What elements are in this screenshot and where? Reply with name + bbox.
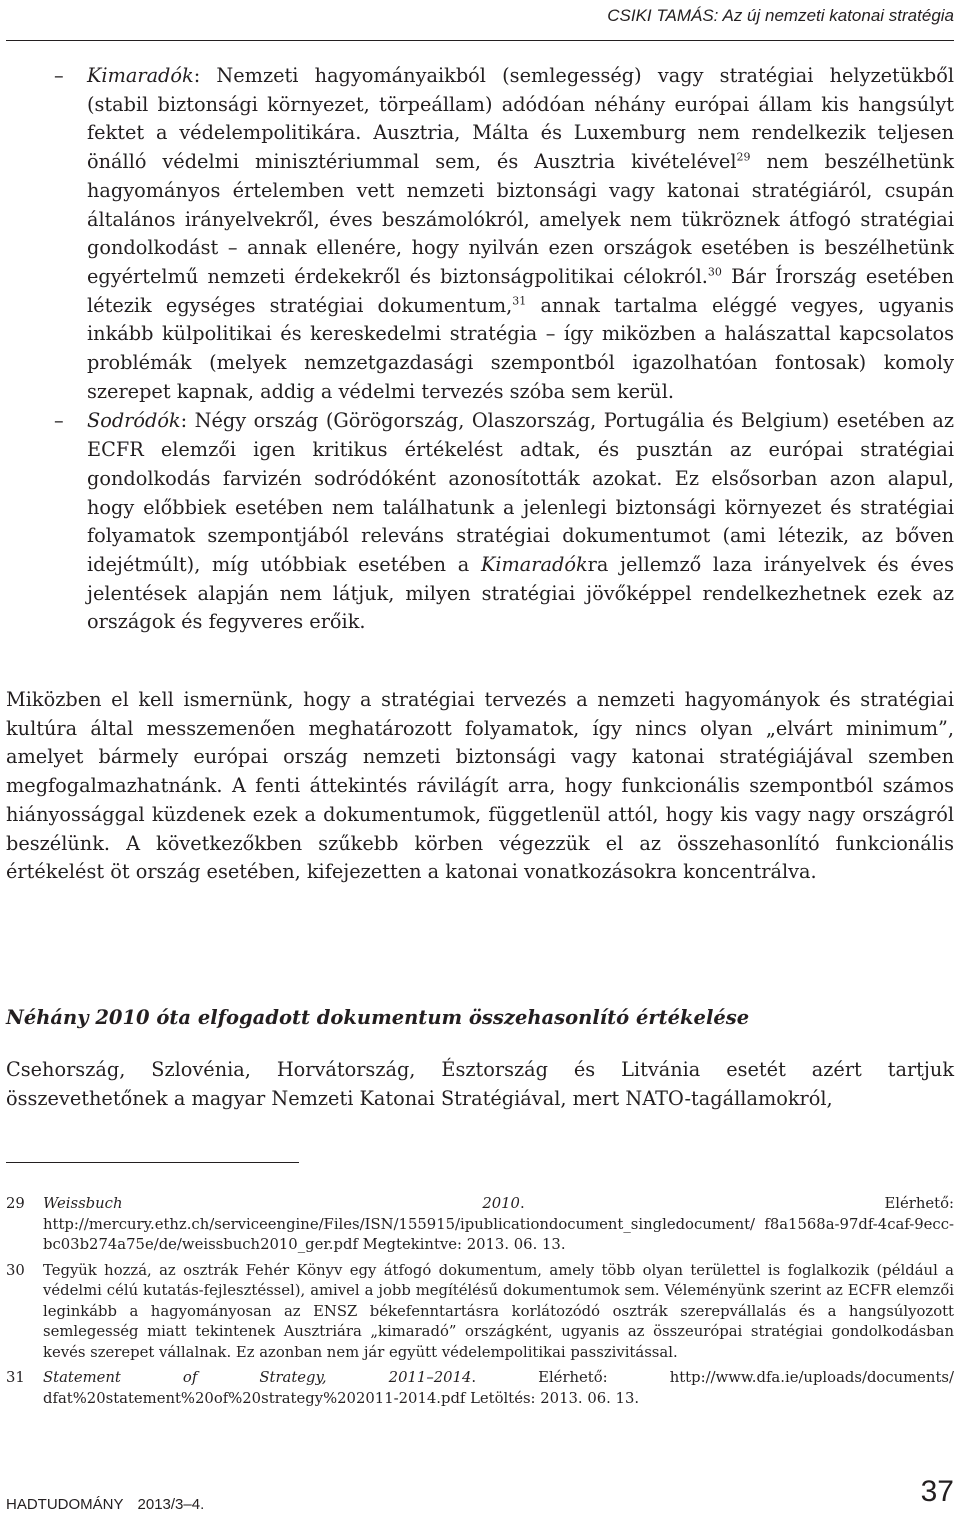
footnote-31 — [6, 1368, 954, 1409]
footnote-number: 29 — [6, 1195, 25, 1212]
journal-issue: 2013/3–4. — [137, 1496, 205, 1513]
footnote-number: 31 — [6, 1369, 25, 1386]
body-paragraph: Miközben el kell ismernünk, hogy a stratégiai tervezés a nemzeti hagyományok és stratégiai kultúra által messzemenően meghatározott folyamatok, így nincs olyan „elvárt minimum”, amelyet bármely európai ország nemzeti biztonsági vagy katonai stratégiájával szemben megfogalmazhatnánk. A fenti áttekintés rávilágít arra, hogy funkcionális szempontból számos hiányossággal küzdenek ezek a dokumentumok, függetlenül attól, hogy kis vagy nagy országról beszélünk. A következőkben szűkebb körben végezzük el az összehasonlító funkcionális értékelést öt ország esetében, kifejezetten a katonai vonatkozásokra koncentrálva. — [6, 688, 954, 884]
footnote-text: Tegyük hozzá, az osztrák Fehér Könyv egy átfogó dokumentum, amely több olyan területtel is foglalkozik (például a védelmi célú kutatás-fejlesztéssel), amivel a jobb megítélésű dokumentumok sem. Véleményünk szerint az ECFR elemzői leginkább a hagyományosan az ENSZ békefenntartásra korlátozódó osztrák szerepvállalás és a hangsúlyozott semlegesség miatt tekintenek Ausztriára „kimaradó” országként, ugyanis az összeurópai stratégiai gondolkodásban kevés szerepet vállalnak. Ez azonban nem jár együtt védelempolitikai passzivitással. — [43, 1261, 954, 1361]
item-text: nem beszélhetünk hagyományos értelemben vett nemzeti biztonsági vagy katonai stratégiáról, csupán általános irányelvekről, éves beszámolókról, amelyek nem tükröznek átfogó stratégiai gondolkodást – annak ellenére, hogy nyilván ezen országok esetében is beszélhetünk egyértelmű nemzeti érdekekről és biztonságpolitikai célokról. — [87, 150, 955, 288]
section-heading: Néhány 2010 óta elfogadott dokumentum összehasonlító értékelése — [6, 1006, 750, 1029]
footer — [6, 1496, 218, 1513]
page-number: 37 — [920, 1475, 954, 1508]
header-rule — [6, 40, 954, 41]
item-text: : Négy ország (Görögország, Olaszország, Portugália és Belgium) esetében az ECFR elemzői igen kritikus értékelést adtak, és pusztán az európai stratégiai gondolkodás farvizén sodródóként azonosították azokat. Ez elsősorban azon alapul, hogy előbbiek esetében nem találhatunk a jelenlegi biztonsági környezet és stratégiai folyamatok szempontjából releváns stratégiai dokumentumot (ami létezik, az bőven idejétmúlt), míg utóbbiak esetében a — [87, 409, 954, 576]
footnote-text[interactable]: . Elérhető: http://www.dfa.ie/uploads/documents/ dfat%20statement%20of%20strategy%202011-2014.pdf Letöltés: 2013. 06. 13. — [43, 1369, 954, 1407]
term-sodrodok: Sodródók — [87, 409, 181, 433]
list-item-sodrodok — [6, 407, 954, 637]
footnote-29 — [6, 1194, 954, 1256]
list-item-kimaradok — [6, 62, 954, 406]
footnotes — [6, 1194, 954, 1414]
term-kimaradok: Kimaradók — [87, 64, 194, 87]
footnote-30 — [6, 1261, 954, 1364]
category-list — [6, 62, 954, 637]
running-header: CSIKI TAMÁS: Az új nemzeti katonai stratégia — [607, 6, 954, 25]
body-paragraph: Csehország, Szlovénia, Horvátország, Észtország és Litvánia esetét azért tartjuk összevethetőnek a magyar Nemzeti Katonai Stratégiával, mert NATO-tagállamokról, — [6, 1058, 954, 1110]
footnote-rule — [6, 1162, 299, 1163]
journal-name: HADTUDOMÁNY — [6, 1496, 124, 1513]
item-text: annak tartalma eléggé vegyes, ugyanis inkább külpolitikai és kereskedelmi stratégia – így miközben a halászattal kapcsolatos problémák (melyek nemzetgazdasági szempontból igazolhatóan fontosak) komoly szerepet kapnak, addig a védelmi tervezés szóba sem kerül. — [87, 293, 954, 403]
footnote-ref-29[interactable]: 29 — [736, 150, 751, 164]
footnote-text[interactable]: . Elérhető: http://mercury.ethz.ch/serviceengine/Files/ISN/155915/ipublicationdocument_singledocument/ f8a1568a-97df-4caf-9ecc-bc03b274a75e/de/weissbuch2010_ger.pdf Megtekintve: 2013. 06. 13. — [43, 1195, 954, 1253]
term-kimaradok-inline: Kimaradók — [480, 552, 588, 576]
footnote-title: Statement of Strategy, 2011–2014 — [43, 1369, 472, 1386]
footnote-title: Weissbuch 2010 — [43, 1195, 520, 1212]
footnote-ref-31[interactable]: 31 — [512, 294, 527, 308]
footnote-ref-30[interactable]: 30 — [707, 265, 722, 279]
list-dash: – — [54, 409, 64, 433]
item-text: : Nemzeti hagyományaikból (semlegesség) vagy stratégiai helyzetükből (stabil biztonsági környezet, törpeállam) adódóan néhány európai állam kis hangsúlyt fektet a védelempolitikára. Ausztria, Málta és Luxemburg nem rendelkezik teljesen önálló védelmi minisztériummal sem, és Ausztria kivételével — [87, 64, 954, 174]
item-text: Bár Írország esetében létezik egységes stratégiai dokumentum, — [87, 264, 954, 317]
list-dash: – — [54, 64, 64, 87]
item-text: ra jellemző laza irányelvek és éves jelentések alapján nem látjuk, milyen stratégiai jövőképpel rendelkezhetnek ezek az országok és fegyveres erőik. — [87, 552, 954, 634]
footnote-number: 30 — [6, 1261, 25, 1279]
